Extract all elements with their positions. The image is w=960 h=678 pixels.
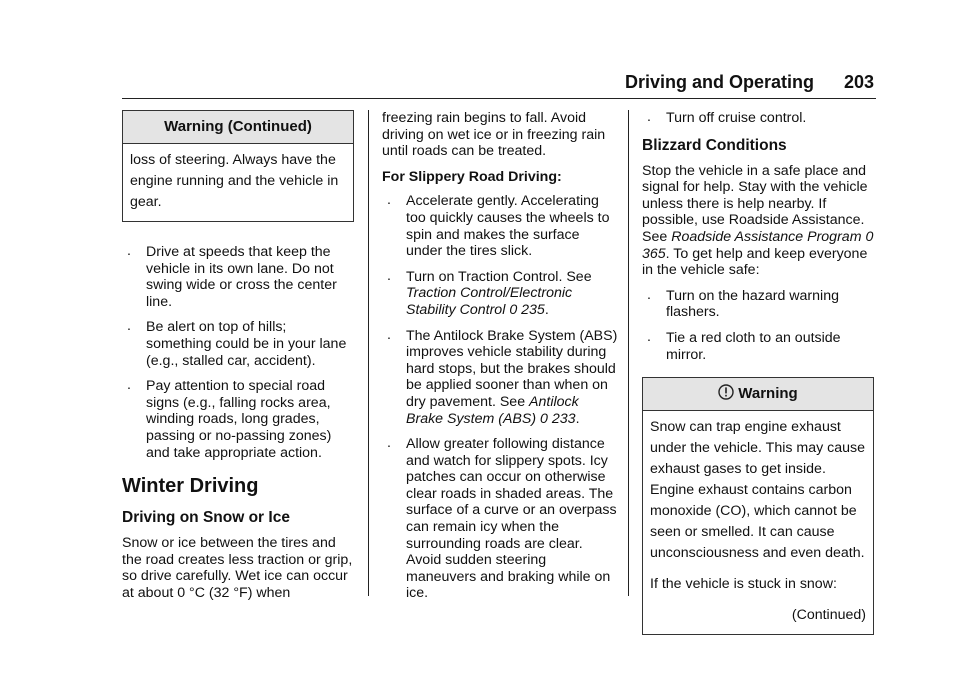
list-item-text: Accelerate gently. Accelerating too quickly causes the wheels to spin and makes the surface under the tires slick. [406,193,610,260]
list-item-text: Drive at speeds that keep the vehicle in its own lane. Do not swing wide or cross the center line. [146,244,337,310]
continued-label: (Continued) [791,607,866,624]
warning-box [642,377,874,635]
punctuation: . [575,410,580,427]
blizzard-list [642,288,874,363]
warning-continued-body [123,144,353,221]
cross-reference-link[interactable]: Antilock Brake System (ABS) [406,393,579,427]
bullet-mark: . [647,109,651,125]
subsection-title-snow-ice: Driving on Snow or Ice [122,509,290,527]
list-item-text: Turn on Traction Control. See [406,268,592,285]
column-2 [382,110,618,611]
bullet-mark: . [127,318,131,335]
subsection-title-blizzard: Blizzard Conditions [642,136,787,154]
list-item [122,378,354,461]
warning-continued-box [122,110,354,222]
list-item-text: Turn off cruise control. [666,110,807,126]
list-item [642,110,874,127]
list-item-text: Tie a red cloth to an outside mirror. [666,329,841,363]
column-divider [368,110,369,596]
warning-header [643,378,873,411]
paragraph-text: Stop the vehicle in a safe place and signal for help. Stay with the vehicle unless there is help nearby. If possible, use Roadside Assistance. See [642,162,868,245]
page-number: 203 [843,72,874,92]
bullet-mark: . [387,435,391,452]
list-item-text: Be alert on top of hills; something could be in your lane (e.g., stalled car, accident). [146,319,347,369]
warning-continued-text: loss of steering. Always have the engine running and the vehicle in gear. [130,152,339,210]
warning-text: Snow can trap engine exhaust under the vehicle. This may cause exhaust gases to get inside. Engine exhaust contains carbon monoxide (CO), which cannot be seen or smelled. It can cause unconsciousness and even death. [650,419,866,562]
list-item [382,328,618,428]
page-reference[interactable]: 0 235 [509,301,545,318]
bullet-mark: . [387,267,391,284]
warning-continued-title: Warning (Continued) [123,111,353,144]
list-item-text: The Antilock Brake System (ABS) improves vehicle stability during hard stops, but the brakes should be applied sooner than when on dry pavement. See [406,327,618,410]
paragraph-text: . To get help and keep everyone in the vehicle safe: [642,245,868,279]
blizzard-paragraph [642,163,874,279]
list-item [122,319,354,369]
bullet-mark: . [647,286,651,303]
warning-icon [718,384,734,400]
warning-body [643,411,873,634]
column-3 [642,110,874,635]
bullet-mark: . [387,192,391,209]
slippery-road-heading: For Slippery Road Driving: [382,168,562,185]
column-divider [628,110,629,596]
list-item [382,436,618,602]
punctuation: . [544,301,549,318]
header-title: Driving and Operating [624,72,814,92]
bullet-mark: . [647,328,651,345]
snow-ice-paragraph-cont: freezing rain begins to fall. Avoid driving on wet ice or in freezing rain until roads can be treated. [382,110,606,160]
bullet-mark: . [127,377,131,394]
list-item-text: Turn on the hazard warning flashers. [666,287,839,321]
cross-reference-link[interactable]: Traction Control/Electronic Stability Control [406,285,573,318]
list-item [122,244,354,310]
list-item [642,288,874,321]
cross-reference-link[interactable]: Roadside Assistance Program [671,228,862,245]
warning-title: Warning [738,385,798,403]
section-title-winter-driving: Winter Driving [122,475,259,498]
slippery-road-list [382,193,618,602]
list-item [642,330,874,363]
list-item [382,193,618,259]
snow-ice-paragraph: Snow or ice between the tires and the road creates less traction or grip, so drive carefully. Wet ice can occur at about 0 °C (32 °F) when [122,535,353,601]
page-reference[interactable]: 0 233 [540,410,576,427]
cruise-list [642,110,874,127]
list-item-text: Pay attention to special road signs (e.g., falling rocks area, winding roads, long grades, passing or no-passing zones) and take appropriate action. [146,378,332,461]
driving-tips-list [122,244,354,461]
page-reference[interactable]: 0 365 [642,228,874,262]
warning-text: If the vehicle is stuck in snow: [650,576,837,593]
bullet-mark: . [387,326,391,343]
page-header [122,68,876,99]
bullet-mark: . [127,243,131,259]
list-item [382,269,618,319]
list-item-text: Allow greater following distance and watch for slippery spots. Icy patches can occur on otherwise clear roads in shaded areas. The surface of a curve or an overpass can remain icy when the surrounding roads are clear. Avoid sudden steering maneuvers and braking while on ice. [406,436,617,602]
column-1 [122,110,354,602]
